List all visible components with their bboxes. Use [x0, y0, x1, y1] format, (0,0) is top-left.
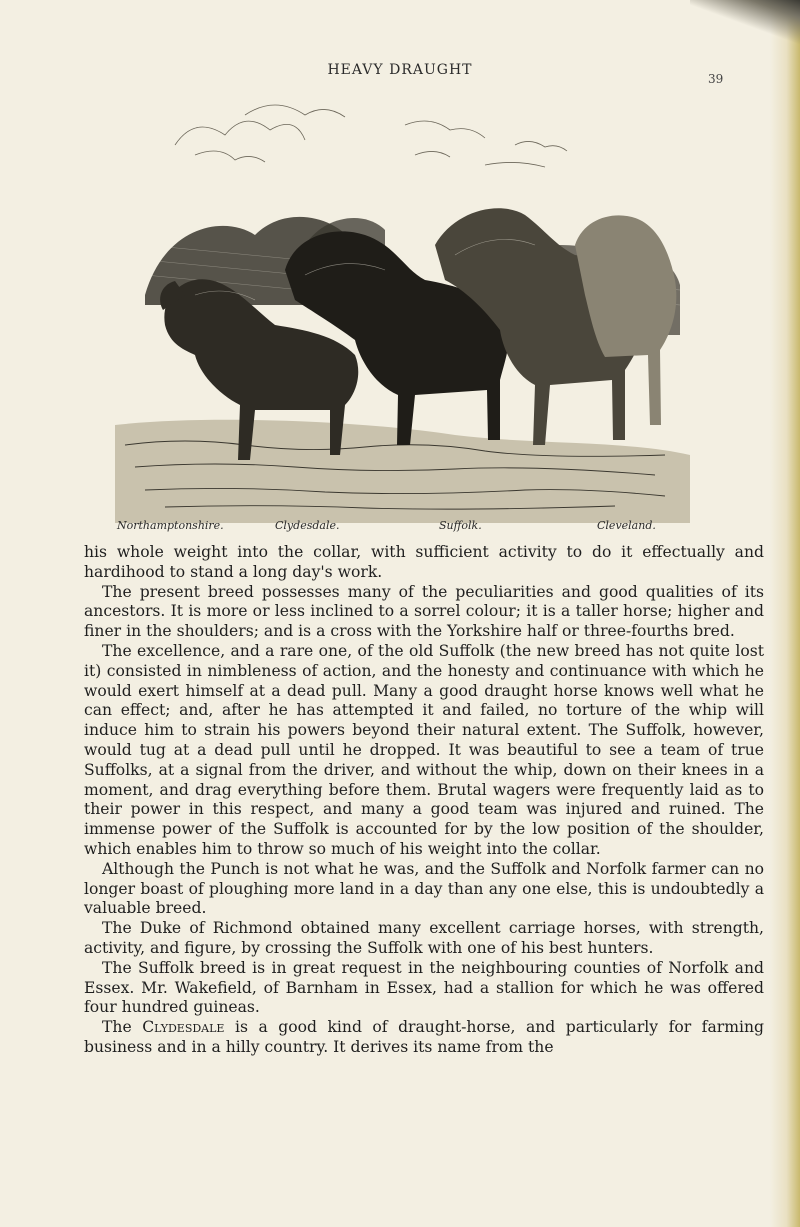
paragraph-lead: The	[102, 1018, 132, 1037]
body-text	[84, 543, 764, 1058]
paragraph: his whole weight into the collar, with sufficient activity to do it effectually and hardihood to stand a long day's work.	[84, 543, 764, 581]
running-head: HEAVY DRAUGHT	[327, 62, 473, 78]
paragraph-rest: is a good kind of draught-horse, and particularly for farming business and in a hilly country. It derives its name from the	[84, 1018, 764, 1056]
sky-clouds	[175, 105, 567, 167]
paragraph: Although the Punch is not what he was, and the Suffolk and Norfolk farmer can no longer boast of ploughing more land in a day than any one else, this is undoubtedly a valuable breed.	[84, 859, 764, 918]
paragraph: The Suffolk breed is in great request in the neighbouring counties of Norfolk and Essex. Mr. Wakefield, of Barnham in Essex, had a stallion for which he was offered four hundred guineas.	[84, 958, 764, 1017]
horse-engraving	[105, 95, 695, 523]
page-edge-shadow	[770, 0, 800, 1227]
breed-term: Clydesdale	[142, 1018, 225, 1037]
paragraph	[84, 1018, 764, 1058]
caption-suffolk: Suffolk.	[439, 519, 482, 532]
caption-cleveland: Cleveland.	[597, 519, 656, 532]
page-number: 39	[708, 72, 724, 86]
paragraph: The excellence, and a rare one, of the old Suffolk (the new breed has not quite lost it) consisted in nimbleness of action, and the honesty and continuance with which he would exert himself at a dead pull. Many a good draught horse knows well what he can effect; and, after he has attempted it and failed, no torture of the whip will induce him to strain his powers beyond their natural extent. The Suffolk, however, would tug at a dead pull until he dropped. It was beautiful to see a team of true Suffolks, at a signal from the driver, and without the whip, down on their knees in a moment, and drag everything before them. Brutal wagers were frequently laid as to their power in this respect, and many a good team was injured and ruined. The immense power of the Suffolk is accounted for by the low position of the shoulder, which enables him to throw so much of his weight into the collar.	[84, 641, 764, 858]
caption-northamptonshire: Northamptonshire.	[117, 519, 224, 532]
paragraph: The Duke of Richmond obtained many excellent carriage horses, with strength, activity, and figure, by crossing the Suffolk with one of his best hunters.	[84, 919, 764, 957]
illustration-captions	[117, 519, 677, 537]
page-corner-shadow	[690, 0, 800, 60]
paragraph: The present breed possesses many of the peculiarities and good qualities of its ancestors. It is more or less inclined to a sorrel colour; it is a taller horse; higher and finer in the shoulders; and is a cross with the Yorkshire half or three-fourths bred.	[84, 582, 764, 641]
caption-clydesdale: Clydesdale.	[275, 519, 340, 532]
